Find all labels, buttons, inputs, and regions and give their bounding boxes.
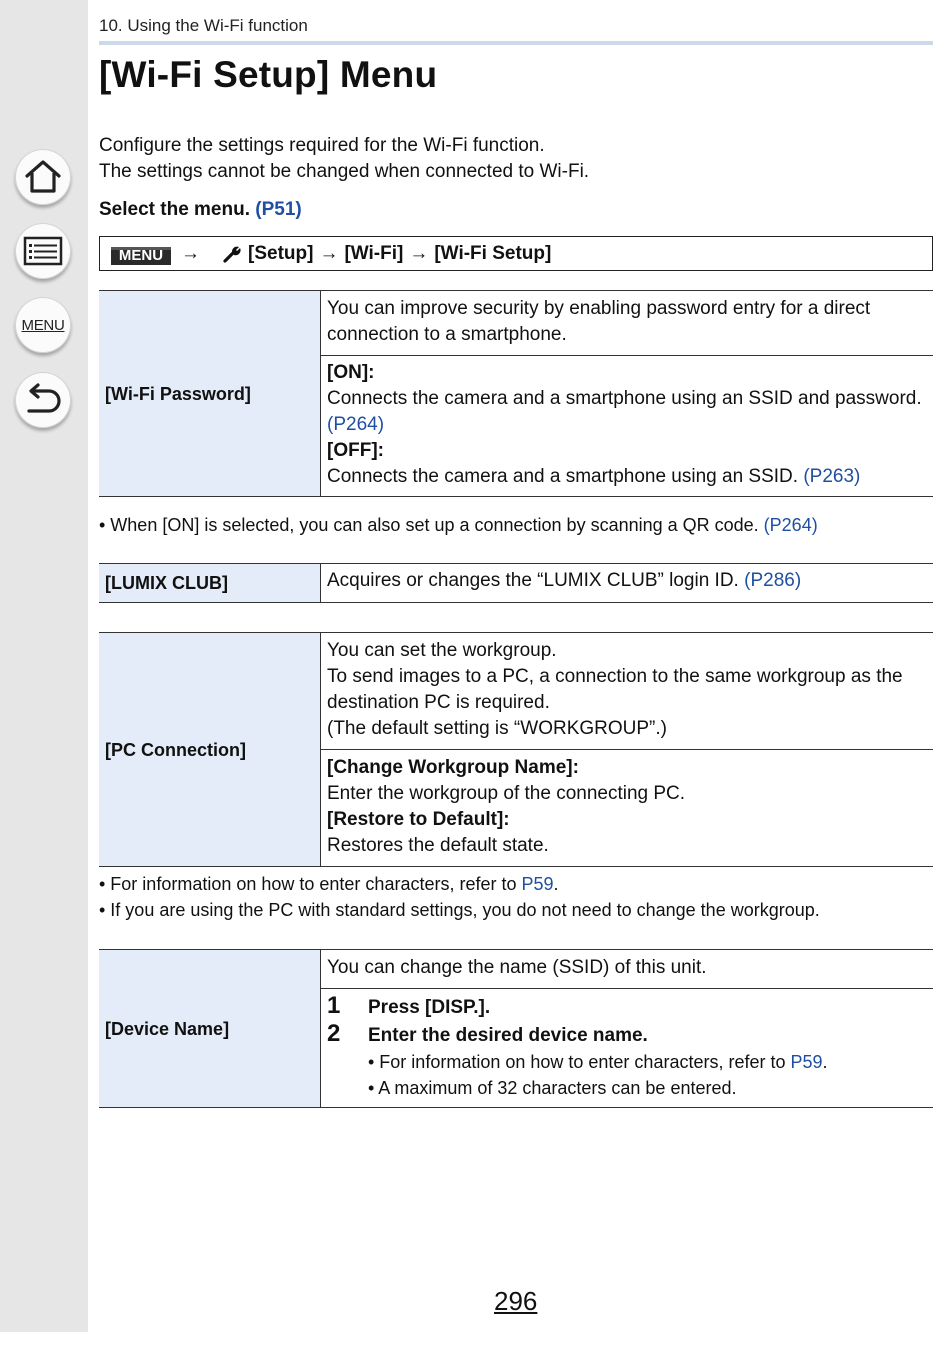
p286-link[interactable]: (P286) xyxy=(744,570,802,591)
pc-note-1 xyxy=(99,871,820,897)
page-number: 296 xyxy=(494,1286,538,1316)
restore-default-text: Restores the default state. xyxy=(327,835,549,856)
device-name-steps xyxy=(321,989,934,1108)
option-on-label: [ON]: xyxy=(327,362,375,383)
wifi-password-label: [Wi-Fi Password] xyxy=(99,291,321,497)
step-1 xyxy=(327,993,927,1021)
wifi-password-options xyxy=(321,356,934,497)
chapter-divider xyxy=(99,41,933,45)
back-arrow-icon xyxy=(23,382,63,418)
wifi-password-table xyxy=(99,290,933,497)
bullet-1-text: • For information on how to enter characters, refer to xyxy=(368,1052,791,1072)
qr-note-link[interactable]: (P264) xyxy=(763,515,818,535)
select-menu-text: Select the menu. xyxy=(99,199,256,220)
intro-line-1: Configure the settings required for the Wi-Fi function. xyxy=(99,135,545,156)
path-setup: [Setup] xyxy=(248,242,314,264)
option-off-text xyxy=(327,464,927,490)
home-icon xyxy=(23,157,63,197)
step-2 xyxy=(327,1021,927,1049)
select-menu-instruction xyxy=(99,199,302,221)
option-on-text xyxy=(327,386,927,438)
step-2-bullet-2: • A maximum of 32 characters can be entered. xyxy=(368,1078,737,1098)
step-2-text: Enter the desired device name. xyxy=(368,1025,648,1046)
step-1-number: 1 xyxy=(327,992,341,1019)
pc-desc-line-1: You can set the workgroup. xyxy=(327,640,557,661)
pc-connection-notes xyxy=(99,871,820,923)
wrench-icon xyxy=(222,244,242,264)
pc-note-2: • If you are using the PC with standard settings, you do not need to change the workgroup. xyxy=(99,900,820,920)
device-name-table xyxy=(99,949,933,1108)
pc-note-1-end: . xyxy=(553,874,559,894)
lumix-club-description xyxy=(321,564,934,603)
menu-button-icon: MENU xyxy=(111,247,171,265)
option-on-desc: Connects the camera and a smartphone using an SSID and password. xyxy=(327,388,922,409)
restore-default-label: [Restore to Default]: xyxy=(327,809,510,830)
home-button[interactable] xyxy=(15,149,71,205)
sidebar-footer xyxy=(0,1332,88,1352)
intro-text xyxy=(99,133,589,185)
path-wifi: [Wi-Fi] xyxy=(344,242,404,264)
step-1-text: Press [DISP.]. xyxy=(368,997,491,1018)
change-workgroup-label: [Change Workgroup Name]: xyxy=(327,757,579,778)
intro-line-2: The settings cannot be changed when connected to Wi-Fi. xyxy=(99,161,590,182)
list-icon xyxy=(23,236,63,266)
p264-link[interactable]: (P264) xyxy=(327,414,385,435)
pc-connection-description xyxy=(321,633,934,750)
path-arrow: → xyxy=(319,242,339,264)
contents-button[interactable] xyxy=(15,223,71,279)
page-title: [Wi-Fi Setup] Menu xyxy=(99,54,438,95)
back-button[interactable] xyxy=(15,372,71,428)
qr-note-text: • When [ON] is selected, you can also set up a connection by scanning a QR code. xyxy=(99,515,764,535)
device-name-description: You can change the name (SSID) of this unit. xyxy=(321,950,934,989)
chapter-heading: 10. Using the Wi-Fi function xyxy=(99,16,308,35)
lumix-club-label: [LUMIX CLUB] xyxy=(99,564,321,603)
change-workgroup-text: Enter the workgroup of the connecting PC. xyxy=(327,783,686,804)
path-wifi-setup: [Wi-Fi Setup] xyxy=(434,242,552,264)
lumix-club-table xyxy=(99,563,933,603)
pc-note-1-text: • For information on how to enter characters, refer to xyxy=(99,874,522,894)
step-2-number: 2 xyxy=(327,1020,341,1047)
wifi-password-description: You can improve security by enabling password entry for a direct connection to a smartphone. xyxy=(321,291,934,356)
select-menu-page-link[interactable]: (P51) xyxy=(255,199,302,220)
pc-connection-table xyxy=(99,632,933,867)
option-off-label: [OFF]: xyxy=(327,440,384,461)
menu-list-button[interactable] xyxy=(15,297,71,353)
menu-path xyxy=(99,236,933,271)
sidebar xyxy=(0,0,88,1332)
p59-link[interactable]: P59 xyxy=(790,1052,823,1072)
option-off-desc: Connects the camera and a smartphone using an SSID. xyxy=(327,466,804,487)
p59-link[interactable]: P59 xyxy=(521,874,554,894)
p263-link[interactable]: (P263) xyxy=(803,466,861,487)
wifi-password-note xyxy=(99,512,818,538)
pc-desc-line-2: To send images to a PC, a connection to the same workgroup as the destination PC is required. xyxy=(327,666,903,713)
lumix-club-text: Acquires or changes the “LUMIX CLUB” login ID. xyxy=(327,570,745,591)
device-name-label: [Device Name] xyxy=(99,950,321,1108)
bullet-1-end: . xyxy=(822,1052,828,1072)
path-arrow: → xyxy=(181,242,200,264)
pc-connection-options xyxy=(321,750,934,867)
path-arrow: → xyxy=(409,242,429,264)
step-2-bullet-1 xyxy=(327,1049,927,1075)
pc-desc-line-3: (The default setting is “WORKGROUP”.) xyxy=(327,718,667,739)
menu-list-label: MENU xyxy=(21,316,65,334)
pc-connection-label: [PC Connection] xyxy=(99,633,321,867)
